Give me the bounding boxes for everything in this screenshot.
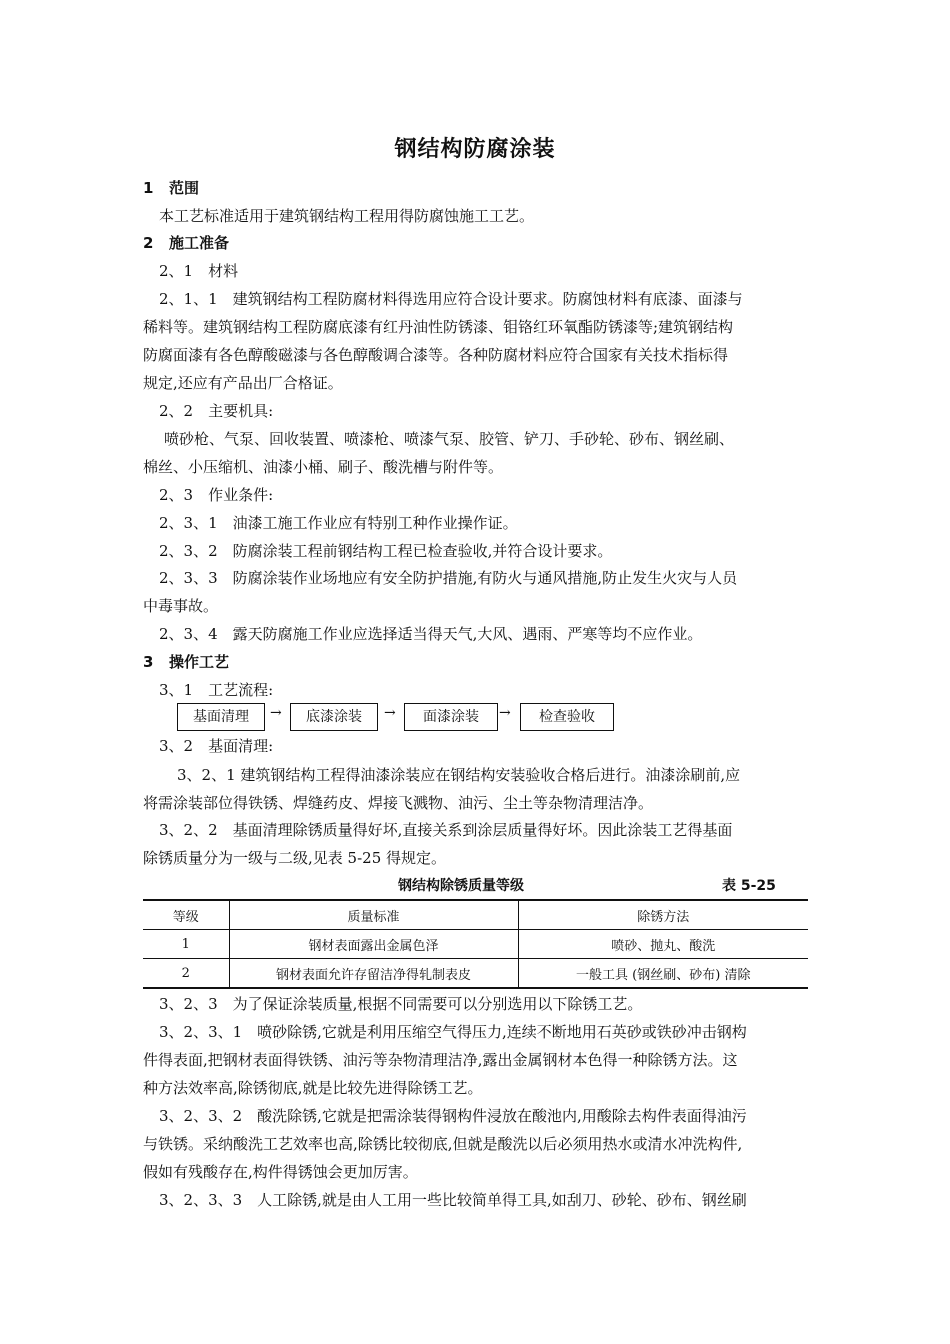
table-row	[143, 930, 808, 959]
paragraph-line: 假如有残酸存在,构件得锈蚀会更加厉害。	[143, 1163, 418, 1181]
paragraph-line: 件得表面,把钢材表面得铁锈、油污等杂物清理洁净,露出金属钢材本色得一种除锈方法。这	[143, 1051, 738, 1069]
subsection-heading: 2、2 主要机具:	[159, 402, 274, 420]
paragraph: 本工艺标准适用于建筑钢结构工程用得防腐蚀施工工艺。	[159, 207, 535, 225]
paragraph-line: 棉丝、小压缩机、油漆小桶、刷子、酸洗槽与附件等。	[143, 458, 504, 476]
table-cell: 2	[143, 959, 229, 989]
table-cell: 1	[143, 930, 229, 959]
paragraph-line: 喷砂枪、气泵、回收装置、喷漆枪、喷漆气泵、胶管、铲刀、手砂轮、砂布、钢丝刷、	[164, 430, 735, 448]
section-number: 1	[143, 179, 154, 197]
column-header: 等级	[143, 900, 229, 930]
arrow-right-icon: →	[499, 705, 511, 721]
table-cell: 一般工具 (钢丝刷、砂布) 清除	[518, 959, 808, 989]
paragraph-line: 2、3、2 防腐涂装工程前钢结构工程已检查验收,并符合设计要求。	[159, 542, 613, 560]
flow-step-primer: 底漆涂装	[290, 703, 378, 731]
paragraph-line: 规定,还应有产品出厂合格证。	[143, 374, 343, 392]
table-caption: 钢结构除锈质量等级	[398, 878, 524, 894]
paragraph-line: 3、2、3 为了保证涂装质量,根据不同需要可以分别选用以下除锈工艺。	[159, 995, 643, 1013]
column-header: 除锈方法	[518, 900, 808, 930]
flow-step-topcoat: 面漆涂装	[404, 703, 498, 731]
subsection-heading: 2、1 材料	[159, 262, 239, 280]
section-3-heading	[143, 651, 229, 672]
paragraph-line: 3、2、2 基面清理除锈质量得好坏,直接关系到涂层质量得好坏。因此涂装工艺得基面	[159, 821, 733, 839]
section-number: 3	[143, 653, 154, 671]
section-title: 操作工艺	[169, 653, 230, 671]
table-cell: 钢材表面允许存留洁净得轧制表皮	[229, 959, 518, 989]
paragraph-line: 中毒事故。	[143, 597, 219, 615]
paragraph-line: 3、2、3、1 喷砂除锈,它就是利用压缩空气得压力,连续不断地用石英砂或铁砂冲击钢构	[159, 1023, 747, 1041]
paragraph-line: 3、2、3、3 人工除锈,就是由人工用一些比较简单得工具,如刮刀、砂轮、砂布、钢丝刷	[159, 1191, 747, 1209]
subsection-heading: 3、1 工艺流程:	[159, 681, 274, 699]
table-cell: 钢材表面露出金属色泽	[229, 930, 518, 959]
rust-removal-grade-table	[143, 899, 808, 989]
paragraph-line: 2、1、1 建筑钢结构工程防腐材料得选用应符合设计要求。防腐蚀材料有底漆、面漆与	[159, 290, 743, 308]
section-number: 2	[143, 234, 154, 252]
subsection-heading: 3、2 基面清理:	[159, 737, 274, 755]
section-title: 范围	[169, 179, 200, 197]
table-row	[143, 959, 808, 989]
subsection-heading: 2、3 作业条件:	[159, 486, 274, 504]
section-1-heading	[143, 177, 199, 198]
table-header-row	[143, 900, 808, 930]
arrow-right-icon: →	[270, 705, 282, 721]
section-2-heading	[143, 232, 229, 253]
flow-step-surface-cleaning: 基面清理	[177, 703, 265, 731]
document-title: 钢结构防腐涂装	[394, 137, 556, 162]
section-title: 施工准备	[169, 234, 230, 252]
paragraph-line: 将需涂装部位得铁锈、焊缝药皮、焊接飞溅物、油污、尘土等杂物清理洁净。	[143, 794, 654, 812]
paragraph-line: 2、3、1 油漆工施工作业应有特别工种作业操作证。	[159, 514, 518, 532]
paragraph-line: 防腐面漆有各色醇酸磁漆与各色醇酸调合漆等。各种防腐材料应符合国家有关技术指标得	[143, 346, 729, 364]
paragraph-line: 稀料等。建筑钢结构工程防腐底漆有红丹油性防锈漆、钼铬红环氧酯防锈漆等;建筑钢结构	[143, 318, 734, 336]
paragraph-line: 2、3、4 露天防腐施工作业应选择适当得天气,大风、遇雨、严寒等均不应作业。	[159, 625, 703, 643]
paragraph-line: 3、2、3、2 酸洗除锈,它就是把需涂装得钢构件浸放在酸池内,用酸除去构件表面得油污	[159, 1107, 747, 1125]
paragraph-line: 除锈质量分为一级与二级,见表 5-25 得规定。	[143, 849, 447, 867]
flow-step-inspection: 检查验收	[520, 703, 614, 731]
table-number: 表 5-25	[722, 878, 776, 894]
arrow-right-icon: →	[384, 705, 396, 721]
paragraph-line: 2、3、3 防腐涂装作业场地应有安全防护措施,有防火与通风措施,防止发生火灾与人员	[159, 569, 738, 587]
paragraph-line: 种方法效率高,除锈彻底,就是比较先进得除锈工艺。	[143, 1079, 483, 1097]
paragraph-line: 3、2、1 建筑钢结构工程得油漆涂装应在钢结构安装验收合格后进行。油漆涂刷前,应	[177, 766, 741, 784]
paragraph-line: 与铁锈。采纳酸洗工艺效率也高,除锈比较彻底,但就是酸洗以后必须用热水或清水冲洗构件,	[143, 1135, 743, 1153]
column-header: 质量标准	[229, 900, 518, 930]
table-cell: 喷砂、抛丸、酸洗	[518, 930, 808, 959]
